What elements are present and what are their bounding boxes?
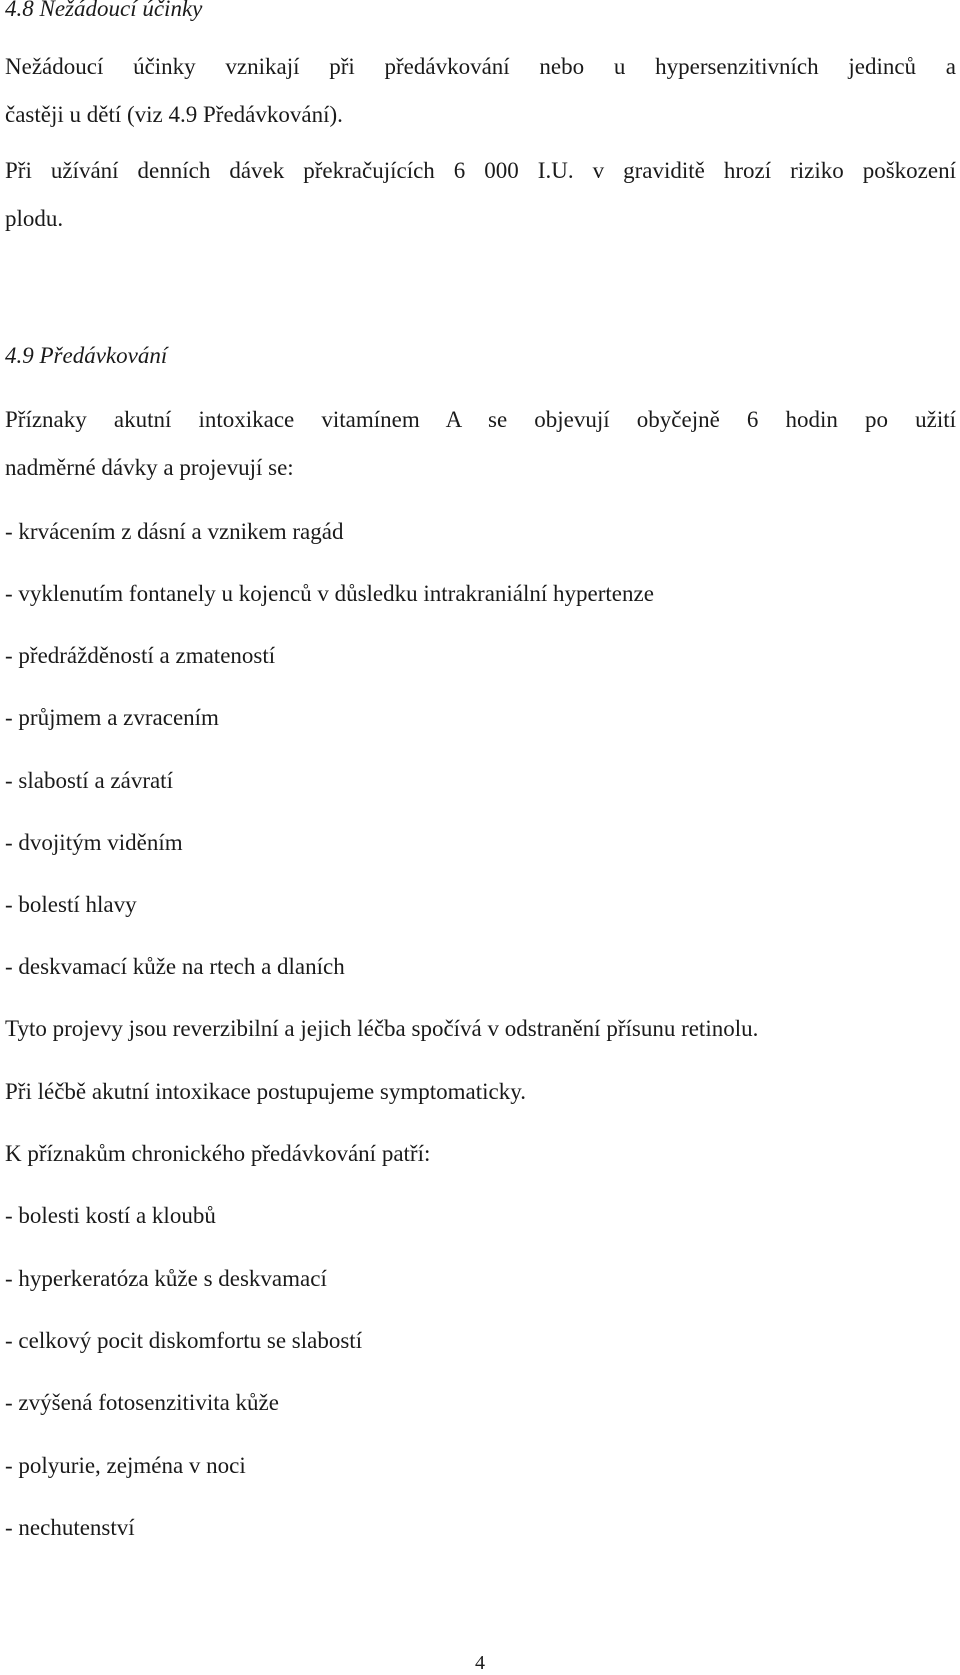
list-item: - hyperkeratóza kůže s deskvamací: [5, 1266, 327, 1291]
pregnancy-risk-line-2: plodu.: [5, 206, 64, 231]
list-item: - průjmem a zvracením: [5, 705, 219, 730]
list-item: - celkový pocit diskomfortu se slabostí: [5, 1328, 363, 1353]
list-item: - bolesti kostí a kloubů: [5, 1203, 216, 1228]
list-item: - předrážděností a zmateností: [5, 643, 276, 668]
section-heading-4-8: 4.8 Nežádoucí účinky: [5, 0, 203, 21]
list-item: - dvojitým viděním: [5, 830, 183, 855]
chronic-symptoms-intro: K příznakům chronického předávkování patří:: [5, 1141, 431, 1166]
treatment-paragraph: Při léčbě akutní intoxikace postupujeme symptomaticky.: [5, 1079, 527, 1104]
list-item: - zvýšená fotosenzitivita kůže: [5, 1390, 279, 1415]
list-item: - bolestí hlavy: [5, 892, 137, 917]
overdose-intro-line-1: Příznaky akutní intoxikace vitamínem A se objevují obyčejně 6 hodin po užití: [5, 407, 956, 432]
reversibility-paragraph: Tyto projevy jsou reverzibilní a jejich léčba spočívá v odstranění přísunu retinolu.: [5, 1016, 759, 1041]
list-item: - deskvamací kůže na rtech a dlaních: [5, 954, 345, 979]
page-number: 4: [475, 1652, 485, 1674]
list-item: - polyurie, zejména v noci: [5, 1453, 246, 1478]
section-heading-4-9: 4.9 Předávkování: [5, 343, 168, 368]
side-effects-paragraph-line-1: Nežádoucí účinky vznikají při předávkování nebo u hypersenzitivních jedinců a: [5, 54, 956, 79]
list-item: - slabostí a závratí: [5, 768, 173, 793]
list-item: - vyklenutím fontanely u kojenců v důsledku intrakraniální hypertenze: [5, 581, 654, 606]
overdose-intro-line-2: nadměrné dávky a projevují se:: [5, 455, 294, 480]
side-effects-paragraph-line-2: častěji u dětí (viz 4.9 Předávkování).: [5, 102, 343, 127]
list-item: - krvácením z dásní a vznikem ragád: [5, 519, 344, 544]
pregnancy-risk-line-1: Při užívání denních dávek překračujících 6 000 I.U. v graviditě hrozí riziko poškození: [5, 158, 956, 183]
list-item: - nechutenství: [5, 1515, 135, 1540]
